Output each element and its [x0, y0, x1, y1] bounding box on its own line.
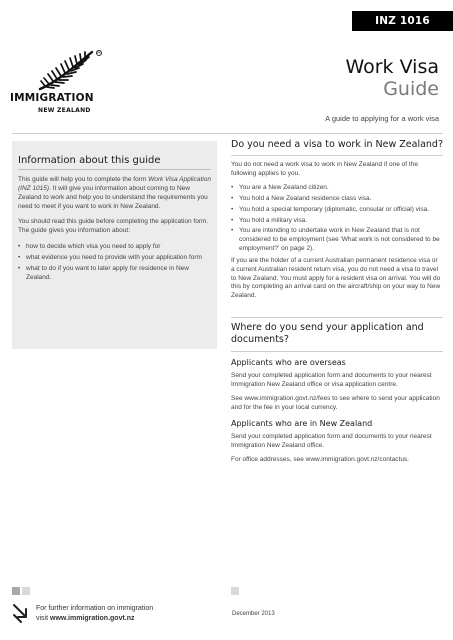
footer-arrow-icon — [12, 603, 30, 625]
list-item: • how to decide which visa you need to apply for — [18, 242, 212, 251]
section-bullet-list — [231, 184, 443, 253]
list-item: • You are a New Zealand citizen. — [231, 184, 443, 193]
logo-subtitle: NEW ZEALAND — [38, 107, 91, 114]
section-visa-needed — [231, 139, 443, 307]
section-divider — [231, 155, 443, 156]
section-divider — [231, 317, 443, 318]
section-heading: Do you need a visa to work in New Zealand? — [231, 139, 443, 150]
decorative-square — [231, 587, 239, 595]
info-bullet-list — [18, 242, 212, 282]
info-paragraph-2: You should read this guide before completing the application form. The guide gives you information about: — [18, 218, 209, 235]
list-item: • what to do if you want to later apply for residence in New Zealand. — [18, 264, 212, 282]
list-item: • what evidence you need to provide with your application form — [18, 253, 212, 262]
section-where-to-send — [231, 322, 443, 471]
subheading-overseas: Applicants who are overseas — [231, 358, 346, 367]
footer-link[interactable]: www.immigration.govt.nz — [50, 614, 135, 622]
page-tagline: A guide to applying for a work visa — [325, 114, 439, 123]
section-intro: You do not need a work visa to work in New Zealand if one of the following applies to you. — [231, 161, 418, 177]
immigration-nz-logo — [10, 50, 105, 122]
section-outro: If you are the holder of a current Australian permanent residence visa or a current Australian resident return visa, you do not need a visa to travel to New Zealand. You must apply for a resident visa on arrival. You will do this by completing an arrival card on the aircraft/ship on your way to New Zealand. — [231, 257, 441, 300]
section-heading: Where do you send your application and documents? — [231, 322, 424, 345]
nz-paragraph-2: For office addresses, see www.immigration.govt.nz/contactus. — [231, 456, 409, 464]
info-box — [12, 141, 217, 349]
form-name: Work Visa Application (INZ 1015) — [18, 176, 211, 193]
logo-wordmark: IMMIGRATION — [10, 92, 94, 104]
silver-fern-icon — [37, 50, 95, 92]
info-box-divider — [18, 169, 211, 170]
registered-mark-icon: R — [97, 50, 101, 56]
decorative-square — [12, 587, 20, 595]
footer-line-1: For further information on immigration — [36, 605, 154, 612]
footer-contact — [36, 604, 153, 623]
decorative-square — [22, 587, 30, 595]
subheading-new-zealand: Applicants who are in New Zealand — [231, 418, 373, 428]
overseas-paragraph-2: See www.immigration.govt.nz/fees to see where to send your application and for the fee in your local currency. — [231, 395, 440, 412]
header-divider — [12, 133, 443, 134]
footer-line-2: visit www.immigration.govt.nz — [36, 614, 135, 622]
info-box-heading: Information about this guide — [18, 155, 161, 166]
form-code-banner: INZ 1016 — [352, 11, 453, 31]
info-paragraph-1: This guide will help you to complete the form Work Visa Application (INZ 1015). It will give you information about coming to New Zealand to work and help you to understand the requirements you need to meet if you want to work in New Zealand. — [18, 176, 211, 211]
info-box-body — [18, 175, 212, 284]
list-item: • You hold a military visa. — [231, 217, 443, 226]
page-title-secondary: Guide — [383, 78, 439, 100]
nz-paragraph-1: Send your completed application form and documents to your nearest Immigration New Zealand office. — [231, 432, 432, 449]
section-divider — [231, 351, 443, 352]
list-item: • You are intending to undertake work in New Zealand that is not considered to be employment (see 'What work is not considered to be employment?' on page 2). — [231, 227, 443, 253]
page-title: Work Visa — [345, 56, 439, 78]
publication-date: December 2013 — [232, 611, 275, 617]
list-item: • You hold a special temporary (diplomatic, consular or official) visa. — [231, 206, 443, 215]
list-item: • You hold a New Zealand residence class visa. — [231, 195, 443, 204]
overseas-paragraph-1: Send your completed application form and documents to your nearest Immigration New Zealand office or visa application centre. — [231, 372, 432, 388]
